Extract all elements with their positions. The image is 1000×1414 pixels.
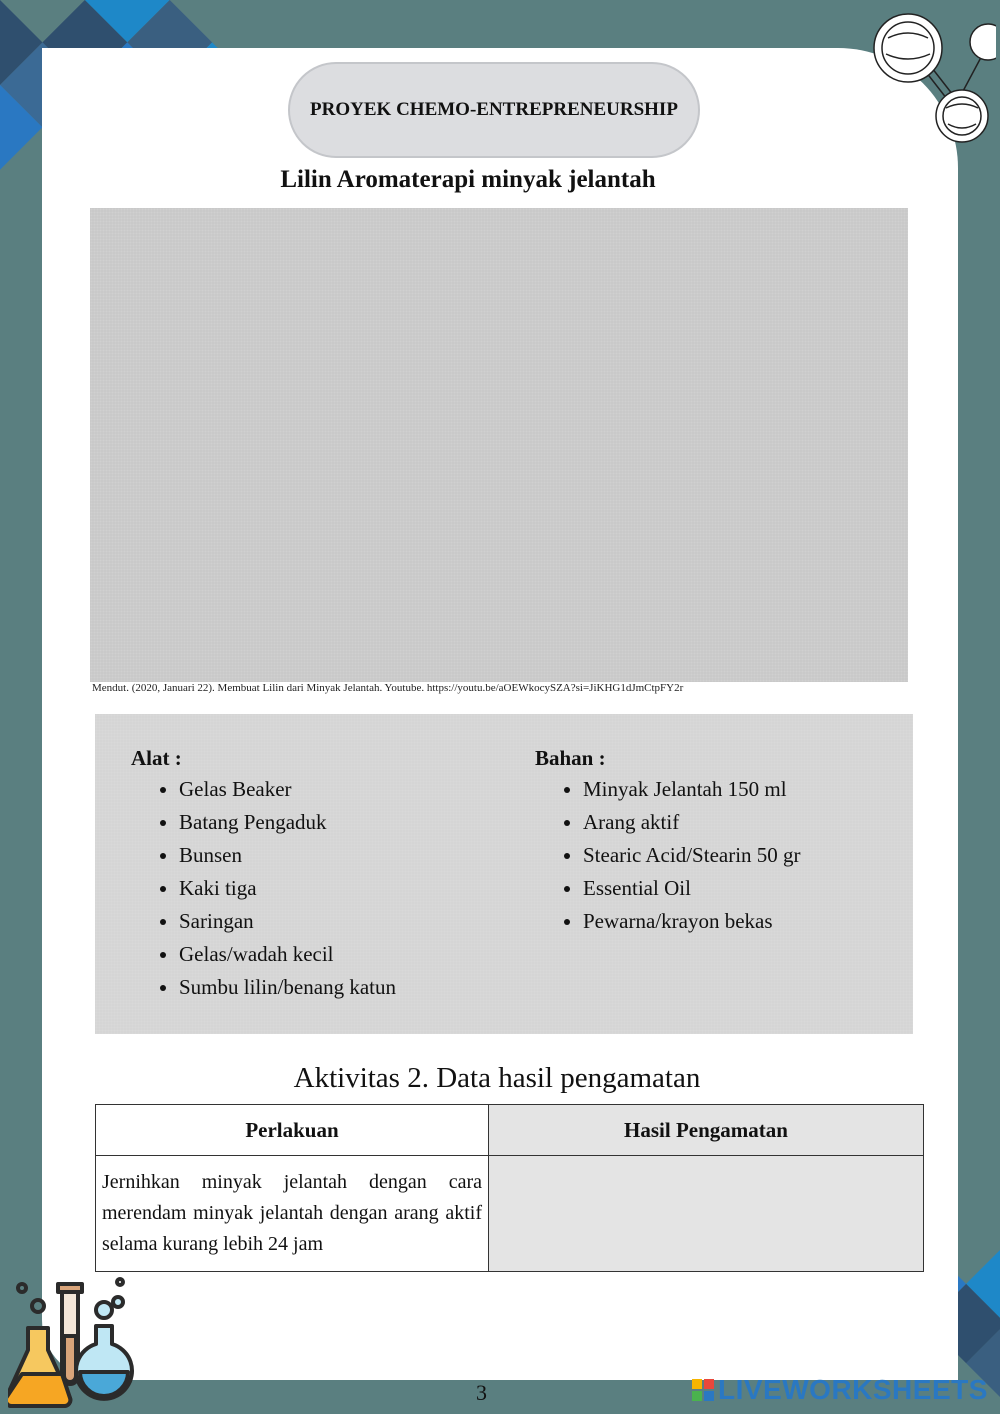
- list-item: • Minyak Jelantah 150 ml: [583, 773, 801, 806]
- video-citation: Mendut. (2020, Januari 22). Membuat Lilin dari Minyak Jelantah. Youtube. https://youtu.be/aOEWkocySZA?si=JiKHG1dJmCtpFY2r: [92, 682, 684, 694]
- alat-list: [131, 773, 396, 1004]
- molecule-icon: [866, 8, 996, 158]
- activity-title: Aktivitas 2. Data hasil pengamatan: [293, 1062, 701, 1094]
- bahan-column: [535, 746, 801, 938]
- bahan-heading: Bahan :: [535, 746, 606, 770]
- project-badge-label: PROYEK CHEMO-ENTREPRENEURSHIP: [310, 99, 678, 120]
- list-item: • Gelas/wadah kecil: [179, 938, 396, 971]
- list-item: • Kaki tiga: [179, 872, 396, 905]
- list-item: • Batang Pengaduk: [179, 806, 396, 839]
- list-item: • Sumbu lilin/benang katun: [179, 971, 396, 1004]
- list-item: • Pewarna/krayon bekas: [583, 905, 801, 938]
- header-perlakuan: Perlakuan: [96, 1105, 489, 1156]
- list-item: • Essential Oil: [583, 872, 801, 905]
- list-item: • Arang aktif: [583, 806, 801, 839]
- liveworksheets-label: LIVEWORKSHEETS: [718, 1374, 988, 1405]
- liveworksheets-brand[interactable]: [692, 1374, 988, 1406]
- perlakuan-cell: Jernihkan minyak jelantah dengan cara merendam minyak jelantah dengan arang aktif selama kurang lebih 24 jam: [96, 1156, 489, 1272]
- list-item: • Stearic Acid/Stearin 50 gr: [583, 839, 801, 872]
- list-item: • Bunsen: [179, 839, 396, 872]
- list-item: • Gelas Beaker: [179, 773, 396, 806]
- alat-heading: Alat :: [131, 746, 182, 770]
- alat-column: [131, 746, 396, 1004]
- lab-flasks-icon: [8, 1276, 138, 1410]
- video-embed[interactable]: [90, 208, 908, 682]
- project-badge: [288, 62, 700, 158]
- liveworksheets-logo-icon: [692, 1379, 714, 1401]
- hasil-pengamatan-answer-field[interactable]: [489, 1156, 924, 1272]
- observation-table: [95, 1104, 924, 1272]
- header-hasil-pengamatan: Hasil Pengamatan: [489, 1105, 924, 1156]
- materials-panel: [95, 714, 913, 1034]
- page-number: 3: [476, 1380, 487, 1405]
- table-header-row: [96, 1105, 924, 1156]
- project-title: Lilin Aromaterapi minyak jelantah: [280, 166, 656, 193]
- list-item: • Saringan: [179, 905, 396, 938]
- bahan-list: [535, 773, 801, 938]
- table-row: [96, 1156, 924, 1272]
